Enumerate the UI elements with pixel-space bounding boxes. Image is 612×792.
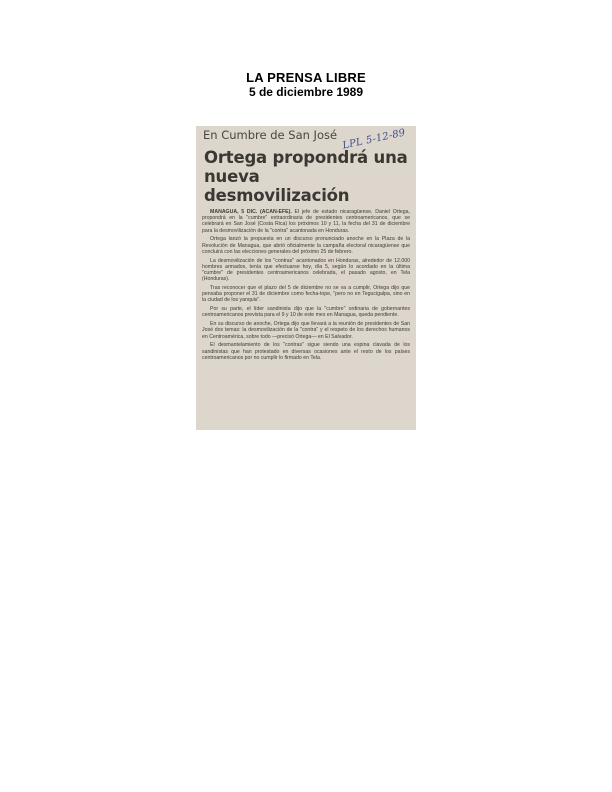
paragraph-text: El jefe de estado nicaragüense, Daniel Ortega, propondrá en la "cumbre" extraordinaria de presidentes centroamericanos, que se celebrará en San José (Costa Rica) los próximos 10 y 11, la fecha del 31 de diciembre para la desmovilización de la "contra" acantonada en Honduras. — [202, 209, 410, 234]
article-kicker: En Cumbre de San José — [203, 128, 338, 142]
document-header — [0, 70, 612, 99]
article-paragraph — [202, 209, 410, 234]
article-headline — [204, 148, 410, 205]
handwritten-date-note: LPL 5-12-89 — [341, 127, 407, 152]
article-paragraph: Tras reconocer que el plazo del 5 de diciembre no se va a cumplir, Ortega dijo que pensaba proponer el 31 de diciembre como fecha-tope, "pero no en Tegucigalpa, sino en la ciudad de los yanquis". — [202, 285, 410, 304]
article-paragraph: Ortega lanzó la propuesta en un discurso pronunciado anoche en la Plaza de la Revolución de Managua, que abrió oficialmente la campaña electoral nicaragüense que concluirá con las elecciones generales del próximo 25 de febrero. — [202, 236, 410, 255]
newspaper-clipping — [196, 126, 416, 430]
article-body — [202, 209, 410, 361]
article-paragraph: Por su parte, el líder sandinista dijo que la "cumbre" ordinaria de gobernantes centroamericanos prevista para el 9 y 10 de este mes en Managua, queda pendiente. — [202, 306, 410, 319]
article-paragraph: En su discurso de anoche, Ortega dijo que llevará a la reunión de presidentes de San José dos temas: la desmovilización de la "contra" y el respeto de los derechos humanos en Centroamérica, sobre todo —precisó Ortega— en El Salvador. — [202, 321, 410, 340]
headline-line-1: Ortega propondrá una — [204, 148, 408, 167]
headline-line-2: nueva desmovilización — [204, 167, 350, 205]
publication-date: 5 de diciembre 1989 — [248, 85, 364, 99]
article-dateline: MANAGUA, 5 DIC. (ACAN-EFE). — [210, 209, 292, 215]
article-paragraph: El desmantelamiento de los "contras" sigue siendo una espina clavada de los sandinistas que han protestado en diversas ocasiones ante el resto de los países centroamericanos por no cumplir lo firmado en Tela. — [202, 342, 410, 361]
publication-name: LA PRENSA LIBRE — [246, 70, 366, 85]
article-paragraph: La desmovilización de los "contras" acantonados en Honduras, alrededor de 12.000 hombres armados, tenía que efectuarse hoy, día 5, según lo acordado en la última "cumbre" de presidentes centroamericanos celebrada, el pasado agosto, en Tela (Honduras). — [202, 257, 410, 283]
